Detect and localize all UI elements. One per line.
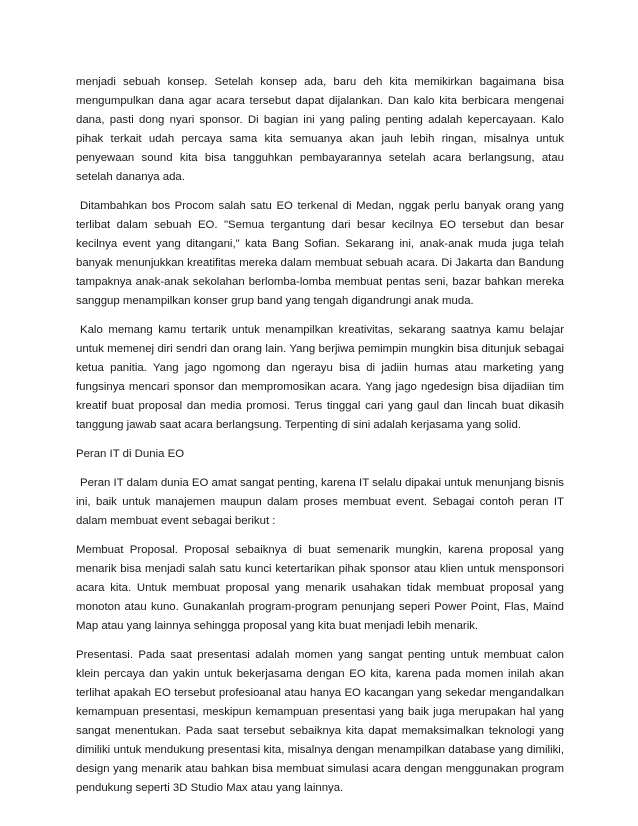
paragraph-konsep-dana: menjadi sebuah konsep. Setelah konsep ada, baru deh kita memikirkan bagaimana bisa mengumpulkan dana agar acara tersebut dapat dijalankan. Dan kalo kita berbicara mengenai dana, pasti dong nyari sponsor. Di bagian ini yang paling penting adalah kepercayaan. Kalo pihak terkait udah percaya sama kita semuanya akan jauh lebih ringan, misalnya untuk penyewaan sound kita bisa tangguhkan pembayarannya setelah acara berlangsung, atau setelah dananya ada. (76, 76, 564, 183)
paragraph-procom: Ditambahkan bos Procom salah satu EO terkenal di Medan, nggak perlu banyak orang yang terlibat dalam sebuah EO. "Semua tergantung dari besar kecilnya EO tersebut dan besar kecilnya event yang ditangani," kata Bang Sofian. Sekarang ini, anak-anak muda juga telah banyak menunjukkan kreatifitas mereka dalam membuat sebuah acara. Di Jakarta dan Bandung tampaknya anak-anak sekolahan berlomba-lomba membuat pentas seni, bazar bahkan mereka sanggup menampilkan konser grup band yang tengah digandrungi anak muda. (76, 200, 564, 307)
paragraph-kreativitas: Kalo memang kamu tertarik untuk menampilkan kreativitas, sekarang saatnya kamu belajar untuk memenej diri sendri dan orang lain. Yang berjiwa pemimpin mungkin bisa ditunjuk sebagai ketua panitia. Yang jago ngomong dan ngerayu bisa di jadiin humas atau marketing yang fungsinya mencari sponsor dan mempromosikan acara. Yang jago ngedesign bisa dijadiian tim kreatif buat proposal dan media promosi. Terus tinggal cari yang gaul dan lincah buat dikasih tanggung jawab saat acara berlangsung. Terpenting di sini adalah kerjasama yang solid. (76, 324, 564, 431)
paragraph-membuat-proposal: Membuat Proposal. Proposal sebaiknya di buat semenarik mungkin, karena proposal yang menarik bisa menjadi salah satu kunci ketertarikan pihak sponsor atau klien untuk mensponsori acara kita. Untuk membuat proposal yang menarik usahakan tidak membuat proposal yang monoton atau kuno. Gunakanlah program-program penunjang seperi Power Point, Flas, Maind Map atau yang lainnya sehingga proposal yang kita buat menjadi lebih menarik. (76, 544, 564, 632)
document-body (76, 73, 564, 808)
paragraph-presentasi: Presentasi. Pada saat presentasi adalah momen yang sangat penting untuk membuat calon klein percaya dan yakin untuk bekerjasama dengan EO kita, karena pada momen inilah akan terlihat apakah EO tersebut profesioanal atau hanya EO kacangan yang sekedar mengandalkan kemampuan presentasi, meskipun kemampuan presentasi yang baik juga merupakan hal yang sangat menentukan. Pada saat tersebut sebaiknya kita dapat memaksimalkan teknologi yang dimiliki untuk mendukung presentasi kita, misalnya dengan menampilkan database yang dimiliki, design yang menarik atau bahkan bisa membuat simulasi acara dengan menggunakan program pendukung seperti 3D Studio Max atau yang lainnya. (76, 649, 564, 794)
paragraph-peran-it-intro: Peran IT dalam dunia EO amat sangat penting, karena IT selalu dipakai untuk menunjang bisnis ini, baik untuk manajemen maupun dalam proses membuat event. Sebagai contoh peran IT dalam membuat event sebagai berikut : (76, 477, 564, 527)
section-heading-peran-it: Peran IT di Dunia EO (76, 448, 185, 460)
